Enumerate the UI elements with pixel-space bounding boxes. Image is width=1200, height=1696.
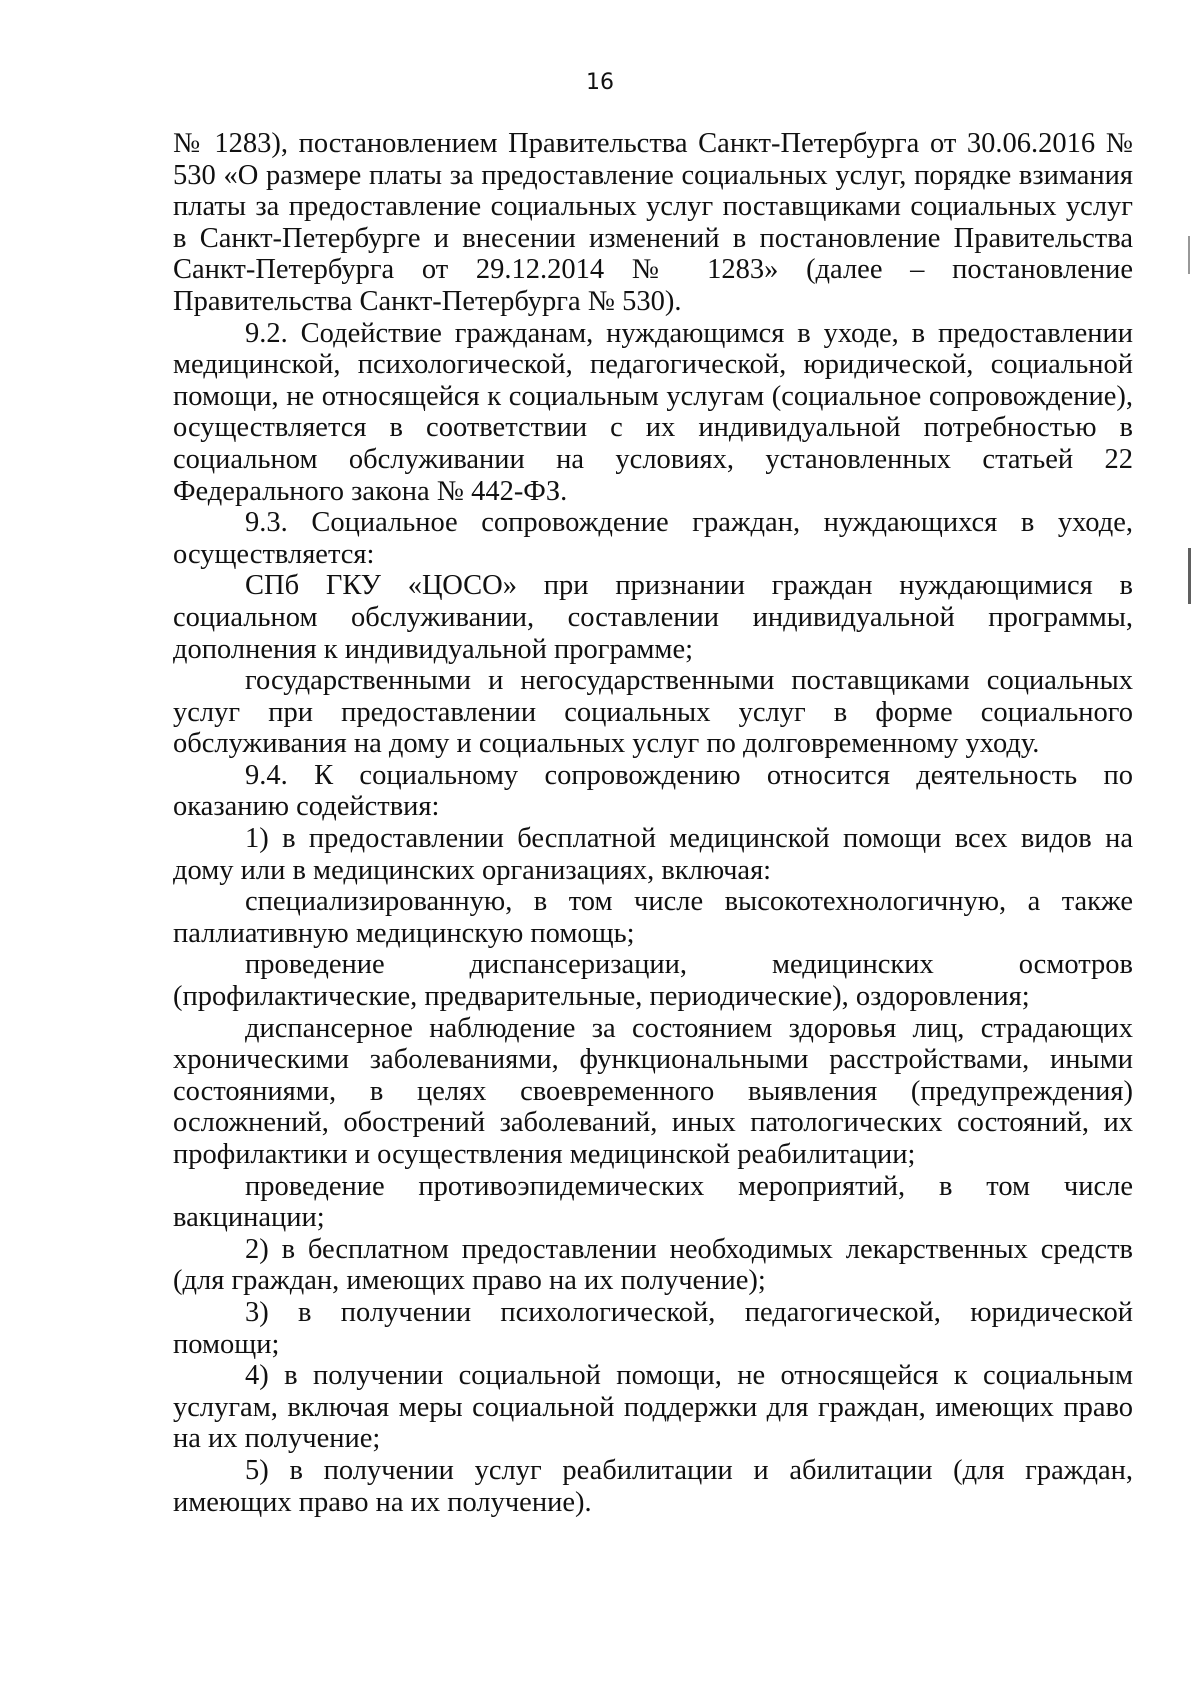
document-body <box>173 128 1133 1518</box>
sub-item-dispensary-exams: проведение диспансеризации, медицинских осмотров (профилактические, предварительные, периодические), оздоровления; <box>173 949 1133 1013</box>
scan-mark-lower <box>1188 548 1191 604</box>
sub-item-specialized-care: специализированную, в том числе высокотехнологичную, а также паллиативную медицинскую помощь; <box>173 886 1133 949</box>
scan-mark-upper <box>1188 236 1190 274</box>
list-item-3: 3) в получении психологической, педагогической, юридической помощи; <box>173 1296 1133 1360</box>
paragraph-spb-gku: СПб ГКУ «ЦОСО» при признании граждан нуждающимися в социальном обслуживании, составлении индивидуальной программы, дополнения к индивидуальной программе; <box>173 570 1133 665</box>
sub-item-anti-epidemic: проведение противоэпидемических мероприятий, в том числе вакцинации; <box>173 1170 1133 1234</box>
page-number: 16 <box>586 70 614 95</box>
list-item-5: 5) в получении услуг реабилитации и абилитации (для граждан, имеющих право на их получение). <box>173 1454 1133 1518</box>
paragraph-9-3: 9.3. Социальное сопровождение граждан, нуждающихся в уходе, осуществляется: <box>173 507 1133 570</box>
list-item-1: 1) в предоставлении бесплатной медицинской помощи всех видов на дому или в медицинских организациях, включая: <box>173 823 1133 886</box>
list-item-2: 2) в бесплатном предоставлении необходимых лекарственных средств (для граждан, имеющих право на их получение); <box>173 1233 1133 1297</box>
paragraph-providers: государственными и негосударственными поставщиками социальных услуг при предоставлении социальных услуг в форме социального обслуживания на дому и социальных услуг по долговременному уходу. <box>173 665 1133 760</box>
paragraph-continuation: № 1283), постановлением Правительства Санкт-Петербурга от 30.06.2016 № 530 «О размере платы за предоставление социальных услуг, порядке взимания платы за предоставление социальных услуг поставщиками социальных услуг в Санкт-Петербурге и внесении изменений в постановление Правительства Санкт-Петербурга от 29.12.2014 № 1283» (далее – постановление Правительства Санкт-Петербурга № 530). <box>173 128 1133 317</box>
list-item-4: 4) в получении социальной помощи, не относящейся к социальным услугам, включая меры социальной поддержки для граждан, имеющих право на их получение; <box>173 1360 1133 1455</box>
paragraph-9-2: 9.2. Содействие гражданам, нуждающимся в уходе, в предоставлении медицинской, психологической, педагогической, юридической, социальной помощи, не относящейся к социальным услугам (социальное сопровождение), осуществляется в соответствии с их индивидуальной потребностью в социальном обслуживании на условиях, установленных статьей 22 Федерального закона № 442-ФЗ. <box>173 317 1133 507</box>
sub-item-dispensary-observation: диспансерное наблюдение за состоянием здоровья лиц, страдающих хроническими заболеваниями, функциональными расстройствами, иными состояниями, в целях своевременного выявления (предупреждения) осложнений, обострений заболеваний, иных патологических состояний, их профилактики и осуществления медицинской реабилитации; <box>173 1012 1133 1170</box>
paragraph-9-4: 9.4. К социальному сопровождению относится деятельность по оказанию содействия: <box>173 759 1133 823</box>
